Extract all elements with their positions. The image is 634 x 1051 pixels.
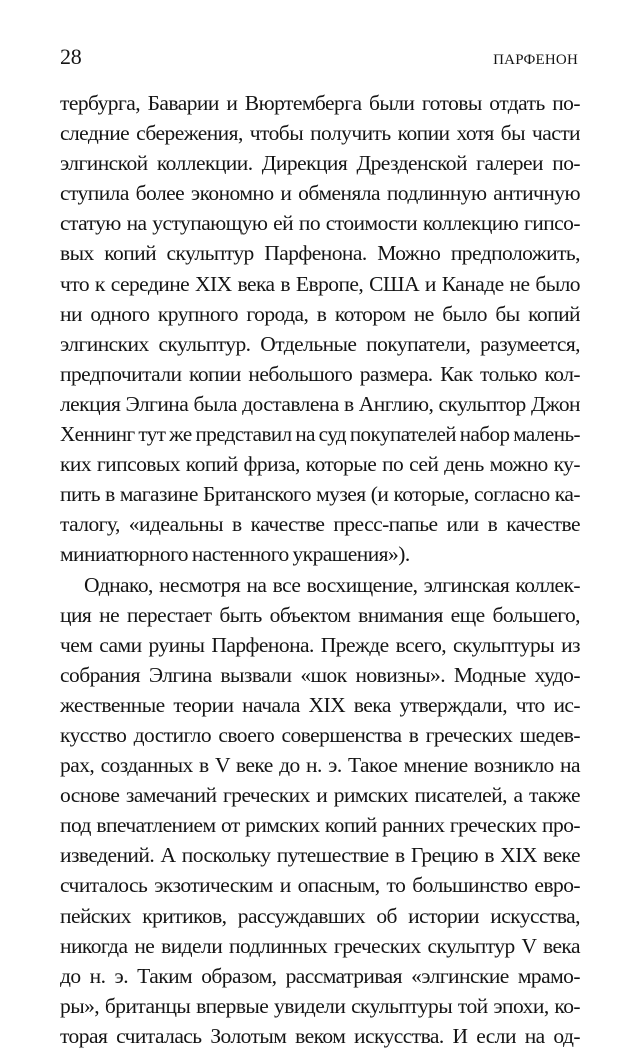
- text-line: торая считалась Золотым веком искусства. И если на од-: [60, 1021, 580, 1051]
- text-line: считалось экзотическим и опасным, то большинство евро-: [60, 870, 580, 900]
- text-line: ких гипсовых копий фриза, которые по сей день можно ку-: [60, 449, 580, 479]
- text-line: ры», британцы впервые увидели скульптуры той эпохи, ко-: [60, 991, 580, 1021]
- text-line: собрания Элгина вызвали «шок новизны». Модные худо-: [60, 660, 580, 690]
- body-text: [60, 88, 580, 1051]
- text-line: никогда не видели подлинных греческих скульптур V века: [60, 931, 580, 961]
- text-line: Хеннинг тут же представил на суд покупателей набор малень-: [60, 419, 580, 449]
- page-number: 28: [60, 44, 81, 70]
- text-line: изведений. А поскольку путешествие в Грецию в XIX веке: [60, 840, 580, 870]
- text-line: жественные теории начала XIX века утверждали, что ис-: [60, 690, 580, 720]
- text-line: пейских критиков, рассуждавших об истории искусства,: [60, 901, 580, 931]
- paragraph-1: [60, 88, 580, 570]
- running-head: [60, 44, 578, 74]
- text-line: ция не перестает быть объектом внимания еще большего,: [60, 600, 580, 630]
- text-line: предпочитали копии небольшого размера. Как только кол-: [60, 359, 580, 389]
- text-line: талогу, «идеальны в качестве пресс-папье или в качестве: [60, 509, 580, 539]
- text-line: чем сами руины Парфенона. Прежде всего, скульптуры из: [60, 630, 580, 660]
- text-line: статую на уступающую ей по стоимости коллекцию гипсо-: [60, 208, 580, 238]
- text-line: тербурга, Баварии и Вюртемберга были готовы отдать по-: [60, 88, 580, 118]
- text-line: до н. э. Таким образом, рассматривая «элгинские мрамо-: [60, 961, 580, 991]
- text-line: ни одного крупного города, в котором не было бы копий: [60, 299, 580, 329]
- text-line: элгинских скульптур. Отдельные покупатели, разумеется,: [60, 329, 580, 359]
- text-line: что к середине XIX века в Европе, США и Канаде не было: [60, 269, 580, 299]
- text-line: миниатюрного настенного украшения»).: [60, 539, 580, 569]
- text-line: пить в магазине Британского музея (и которые, согласно ка-: [60, 479, 580, 509]
- text-line: лекция Элгина была доставлена в Англию, скульптор Джон: [60, 389, 580, 419]
- text-line: кусство достигло своего совершенства в греческих шедев-: [60, 720, 580, 750]
- text-line: элгинской коллекции. Дирекция Дрезденской галереи по-: [60, 148, 580, 178]
- text-line: вых копий скульптур Парфенона. Можно предположить,: [60, 238, 580, 268]
- text-line: под впечатлением от римских копий ранних греческих про-: [60, 810, 580, 840]
- text-line: ступила более экономно и обменяла подлинную античную: [60, 178, 580, 208]
- text-line: основе замечаний греческих и римских писателей, а также: [60, 780, 580, 810]
- text-line: рах, созданных в V веке до н. э. Такое мнение возникло на: [60, 750, 580, 780]
- text-line: следние сбережения, чтобы получить копии хотя бы части: [60, 118, 580, 148]
- running-title: ПАРФЕНОН: [493, 52, 578, 69]
- paragraph-2: [60, 570, 580, 1051]
- text-line: Однако, несмотря на все восхищение, элгинская коллек-: [60, 570, 580, 600]
